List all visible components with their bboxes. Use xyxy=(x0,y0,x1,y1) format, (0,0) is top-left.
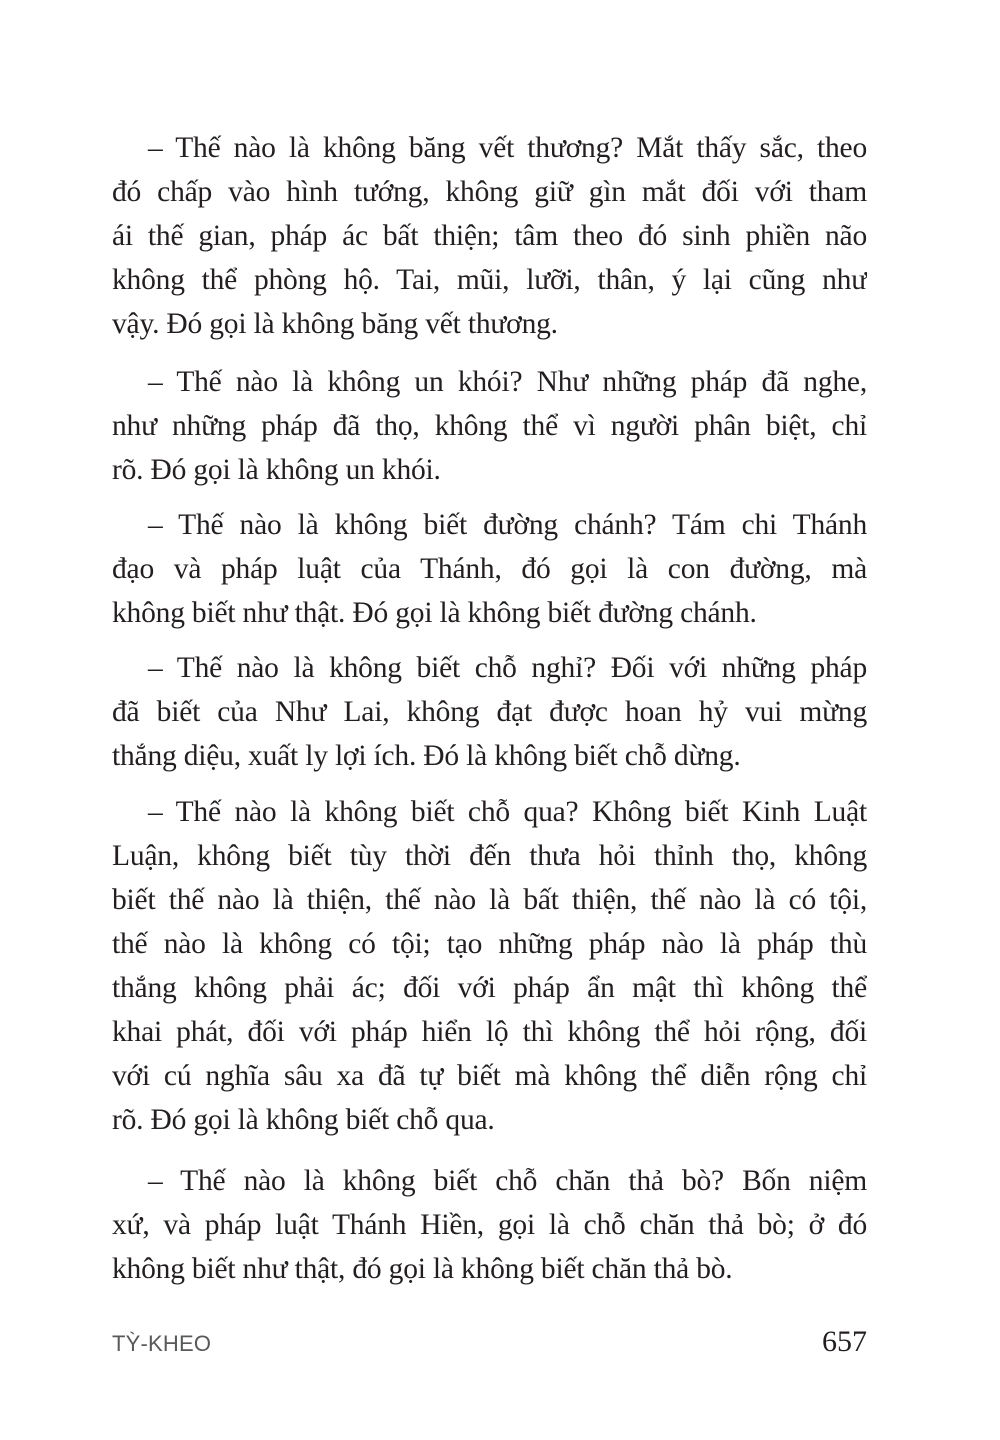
paragraph-5 xyxy=(112,790,867,1142)
text-line: – Thế nào là không biết chỗ qua? Không biết Kinh Luật xyxy=(148,796,867,828)
text-line: không biết như thật. Đó gọi là không biết đường chánh. xyxy=(112,597,757,629)
text-line: biết thế nào là thiện, thế nào là bất thiện, thế nào là có tội, xyxy=(112,884,867,916)
text-line: – Thế nào là không un khói? Như những pháp đã nghe, xyxy=(148,366,867,398)
text-line: thế nào là không có tội; tạo những pháp nào là pháp thù xyxy=(112,928,867,960)
text-line: đó chấp vào hình tướng, không giữ gìn mắt đối với tham xyxy=(112,176,867,208)
text-line: xứ, và pháp luật Thánh Hiền, gọi là chỗ chăn thả bò; ở đó xyxy=(112,1209,867,1241)
text-line: – Thế nào là không biết chỗ nghỉ? Đối với những pháp xyxy=(148,652,867,684)
text-line: – Thế nào là không biết chỗ chăn thả bò? Bốn niệm xyxy=(148,1165,867,1197)
text-line: vậy. Đó gọi là không băng vết thương. xyxy=(112,308,558,340)
text-line: thắng diệu, xuất ly lợi ích. Đó là không biết chỗ dừng. xyxy=(112,740,741,772)
text-line: – Thế nào là không biết đường chánh? Tám chi Thánh xyxy=(148,509,867,541)
paragraph-3 xyxy=(112,503,867,635)
text-line: khai phát, đối với pháp hiển lộ thì không thể hỏi rộng, đối xyxy=(112,1016,867,1048)
page-number: 657 xyxy=(822,1325,867,1358)
paragraph-2 xyxy=(112,360,867,492)
text-line: đã biết của Như Lai, không đạt được hoan hỷ vui mừng xyxy=(112,696,867,728)
text-line: không thể phòng hộ. Tai, mũi, lưỡi, thân, ý lại cũng như xyxy=(112,264,867,296)
text-line: Luận, không biết tùy thời đến thưa hỏi thỉnh thọ, không xyxy=(112,840,867,872)
text-line: ái thế gian, pháp ác bất thiện; tâm theo đó sinh phiền não xyxy=(112,220,867,252)
text-line: rõ. Đó gọi là không biết chỗ qua. xyxy=(112,1104,495,1136)
text-line: rõ. Đó gọi là không un khói. xyxy=(112,454,441,486)
paragraph-4 xyxy=(112,646,867,778)
text-line: với cú nghĩa sâu xa đã tự biết mà không thể diễn rộng chỉ xyxy=(112,1060,867,1092)
text-line: như những pháp đã thọ, không thể vì người phân biệt, chỉ xyxy=(112,410,867,442)
text-line: thắng không phải ác; đối với pháp ẩn mật thì không thể xyxy=(112,972,867,1004)
text-line: không biết như thật, đó gọi là không biết chăn thả bò. xyxy=(112,1253,733,1285)
paragraph-1 xyxy=(112,126,867,346)
text-line: – Thế nào là không băng vết thương? Mắt thấy sắc, theo xyxy=(148,132,867,164)
running-title: TỲ-KHEO xyxy=(112,1331,212,1356)
paragraph-6 xyxy=(112,1159,867,1291)
text-line: đạo và pháp luật của Thánh, đó gọi là con đường, mà xyxy=(112,553,867,585)
